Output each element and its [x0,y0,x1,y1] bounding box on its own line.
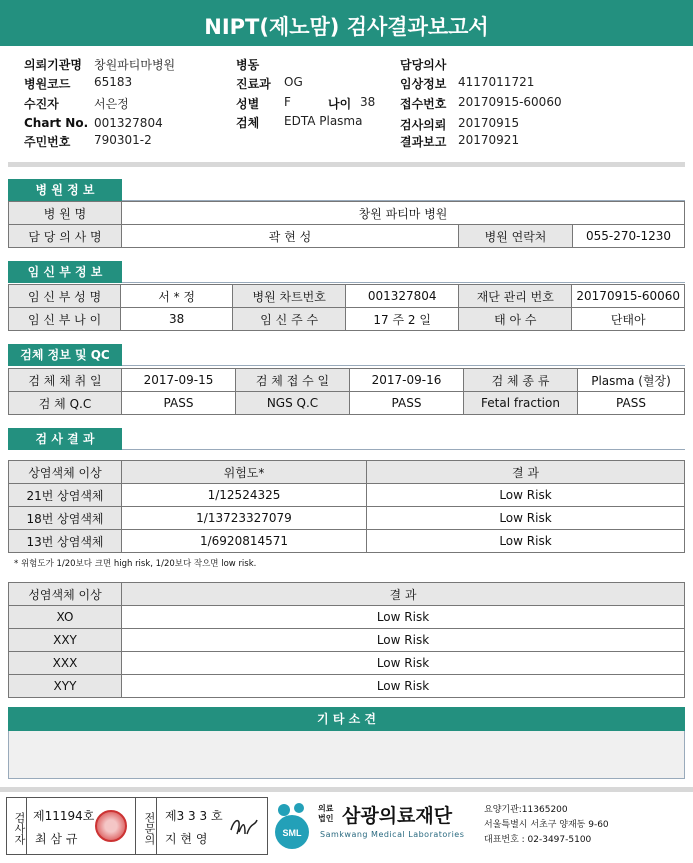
doctor-label: 담당의사 [400,58,447,72]
autosome-result: Low Risk [367,507,685,530]
patient-fetus-value: 단태아 [572,308,685,331]
hospital-name-value: 창원 파티마 병원 [122,202,685,225]
specimen-value: EDTA Plasma [284,114,363,128]
code-value: 65183 [94,75,133,89]
patient-chart-value: 001327804 [346,285,459,308]
sex-name: XXY [9,629,122,652]
org-code: 요양기관:11365200 [484,805,568,815]
age-value: 38 [360,95,376,109]
org-prefix [318,804,333,824]
hospital-doctor-label: 담 당 의 사 명 [9,225,122,248]
request-value: 20170915 [458,116,520,130]
sex-name: XO [9,606,122,629]
report-value: 20170921 [458,133,520,147]
collect-label: 검 체 채 취 일 [9,369,122,392]
seal-stamp [95,810,127,842]
chart-value: 001327804 [94,116,163,130]
specimen-table [8,368,685,415]
report-title: NIPT(제노맘) 검사결과보고서 [0,0,693,46]
autosome-risk: 1/12524325 [122,484,367,507]
patient-name-label: 임 신 부 성 명 [9,285,121,308]
org-prefix-line1: 의료 [318,804,334,813]
recipient-value: 서은정 [94,97,129,111]
hospital-contact-label: 병원 연락처 [459,225,573,248]
hospital-label: 의뢰기관명 [24,58,82,72]
ngs-value: PASS [350,392,464,415]
receive-label: 검 체 접 수 일 [236,369,350,392]
ngs-label: NGS Q.C [236,392,350,415]
type-label: 검 체 종 류 [464,369,578,392]
table-row [9,652,685,675]
accession-label: 접수번호 [400,97,447,111]
collect-value: 2017-09-15 [122,369,236,392]
signature-mark [225,812,261,842]
org-address: 서울특별시 서초구 양재동 9-60 [484,820,609,830]
other-findings-title: 기 타 소 견 [8,707,685,731]
table-row [9,530,685,553]
header-divider [8,162,685,167]
inspector-label: 검사자 [7,798,27,854]
hospital-value: 창원파티마병원 [94,58,176,72]
sex-result: Low Risk [122,652,685,675]
ward-label: 병동 [236,58,260,72]
accession-value: 20170915-60060 [458,95,562,109]
autosome-name: 21번 상염색체 [9,484,122,507]
sex-name: XYY [9,675,122,698]
risk-note: * 위험도가 1/20보다 크면 high risk, 1/20보다 작으면 low risk. [14,559,257,569]
autosome-risk: 1/6920814571 [122,530,367,553]
footer-divider [0,787,693,792]
table-row [9,484,685,507]
org-prefix-line2: 법인 [318,814,334,823]
fetal-label: Fetal fraction [464,392,578,415]
qc-label: 검 체 Q.C [9,392,122,415]
sex-chromosome-table [8,582,685,698]
reviewer-number: 제3 3 3 호 [165,809,223,823]
inspector-name: 최 삼 규 [35,832,78,846]
patient-table [8,284,685,331]
autosome-col1: 상염색체 이상 [9,461,122,484]
patient-section-title: 임 신 부 정 보 [8,261,122,283]
receive-value: 2017-09-16 [350,369,464,392]
sex-result: Low Risk [122,675,685,698]
hospital-name-label: 병 원 명 [9,202,122,225]
patient-fetus-label: 태 아 수 [459,308,572,331]
qc-value: PASS [122,392,236,415]
table-row [9,507,685,530]
hospital-section-title: 병 원 정 보 [8,179,122,201]
table-row [9,675,685,698]
patient-age-label: 임 신 부 나 이 [9,308,121,331]
sex-col2: 결 과 [122,583,685,606]
autosome-result: Low Risk [367,530,685,553]
table-row [9,606,685,629]
sml-logo-icon [268,798,314,852]
dept-label: 진료과 [236,77,271,91]
hospital-doctor-value: 곽 현 성 [122,225,459,248]
clinical-value: 4117011721 [458,75,535,89]
resident-value: 790301-2 [94,133,152,147]
resident-label: 주민번호 [24,135,71,149]
autosome-col2: 위험도* [122,461,367,484]
autosome-result: Low Risk [367,484,685,507]
sex-result: Low Risk [122,629,685,652]
patient-chart-label: 병원 차트번호 [233,285,346,308]
autosome-col3: 결 과 [367,461,685,484]
chart-label: Chart No. [24,116,89,130]
autosome-name: 13번 상염색체 [9,530,122,553]
specimen-label: 검체 [236,116,260,130]
report-label: 결과보고 [400,135,447,149]
sex-result: Low Risk [122,606,685,629]
age-label: 나이 [328,97,352,111]
autosome-risk: 1/13723327079 [122,507,367,530]
reviewer-label: 전문의 [135,798,157,854]
hospital-table [8,201,685,248]
patient-name-value: 서 * 정 [121,285,233,308]
signature-block [6,797,268,855]
patient-age-value: 38 [121,308,233,331]
type-value: Plasma (혈장) [578,369,685,392]
code-label: 병원코드 [24,77,71,91]
fetal-value: PASS [578,392,685,415]
logo-text: SML [282,828,302,838]
patient-foundation-label: 재단 관리 번호 [459,285,572,308]
patient-weeks-value: 17 주 2 일 [346,308,459,331]
org-name: 삼광의료재단 [342,805,453,827]
reviewer-name: 지 현 영 [165,832,208,846]
specimen-section-title: 검체 정보 및 QC [8,344,122,366]
sex-name: XXX [9,652,122,675]
org-english-name: Samkwang Medical Laboratories [320,830,465,839]
dept-value: OG [284,75,303,89]
org-phone: 대표번호 : 02-3497-5100 [484,835,592,845]
autosome-name: 18번 상염색체 [9,507,122,530]
result-section-title: 검 사 결 과 [8,428,122,450]
patient-weeks-label: 임 신 주 수 [233,308,346,331]
recipient-label: 수진자 [24,97,59,111]
hospital-contact-value: 055-270-1230 [573,225,685,248]
inspector-number: 제11194호 [33,809,95,823]
sex-label: 성별 [236,97,260,111]
table-row [9,629,685,652]
request-label: 검사의뢰 [400,118,447,132]
patient-foundation-value: 20170915-60060 [572,285,685,308]
autosome-table [8,460,685,553]
sex-col1: 성염색체 이상 [9,583,122,606]
clinical-label: 임상정보 [400,77,447,91]
sex-value: F [284,95,291,109]
